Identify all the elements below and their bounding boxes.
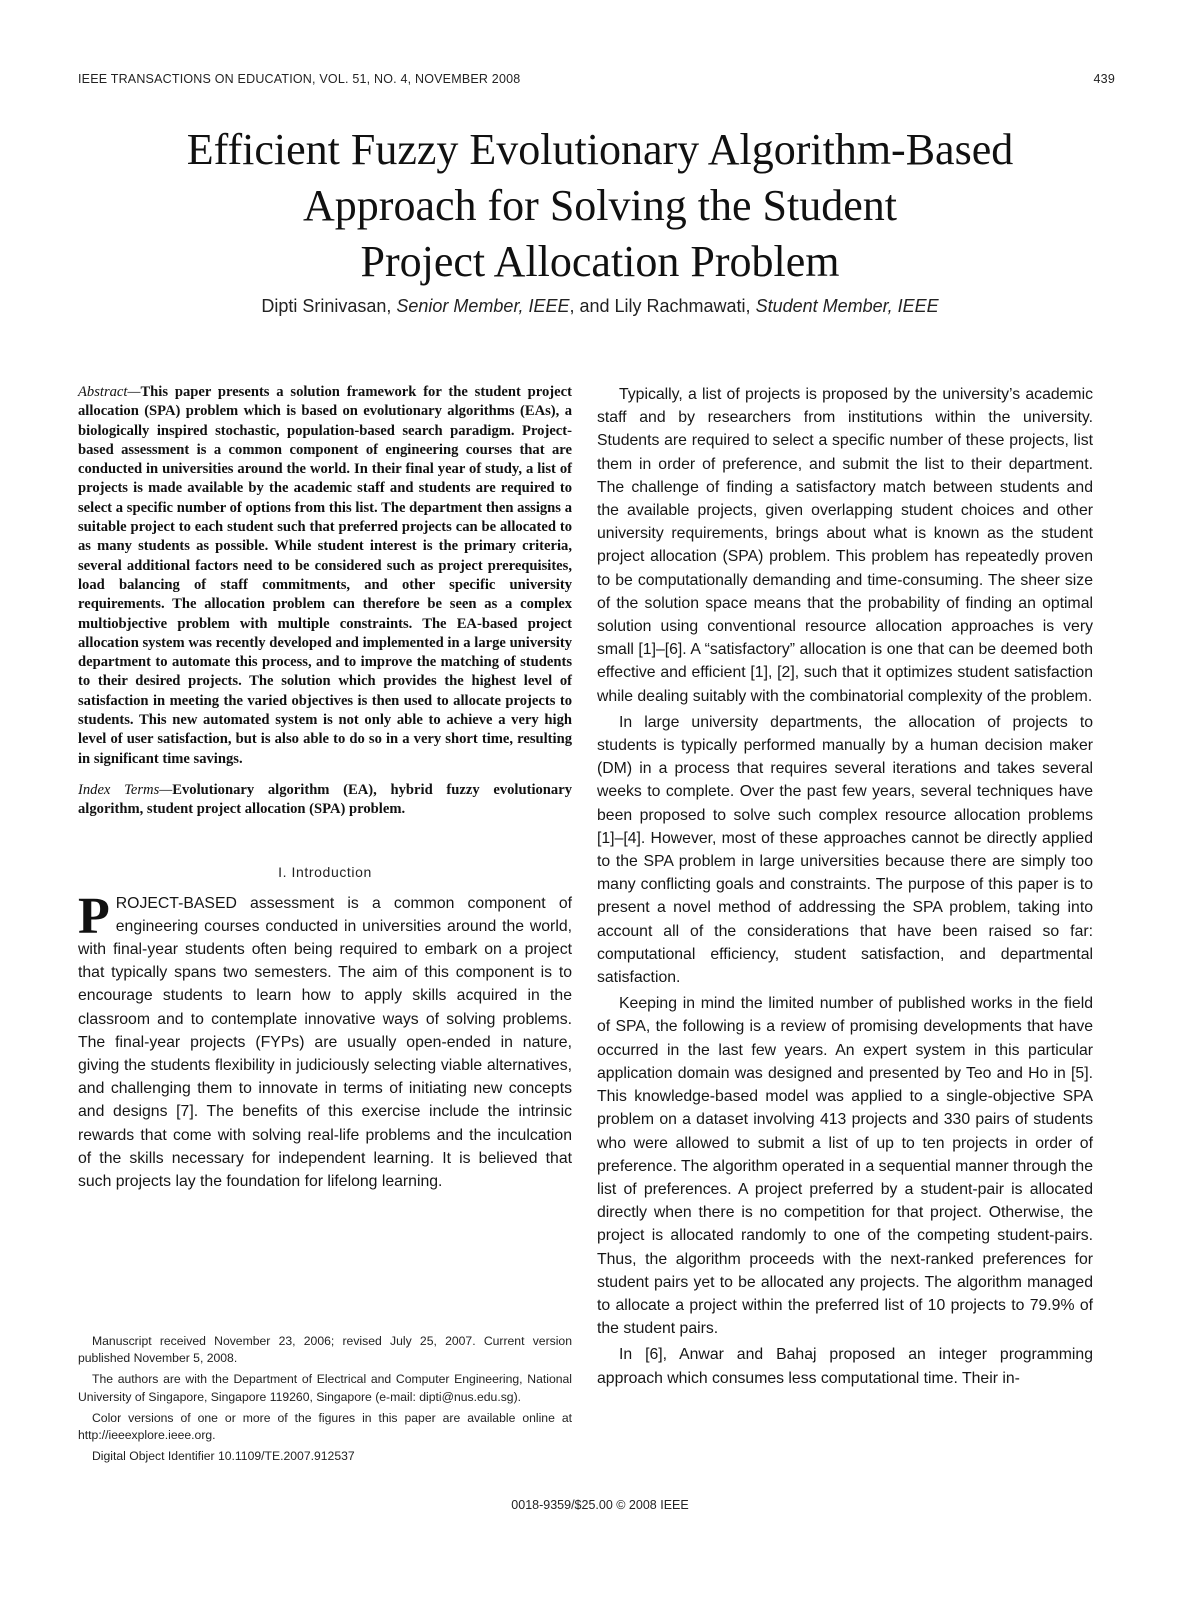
index-terms [78, 781, 572, 820]
left-column [78, 383, 572, 1193]
title-line: Project Allocation Problem [360, 237, 840, 286]
section-heading: I. Introduction [278, 863, 372, 880]
right-column [597, 383, 1093, 1390]
body-paragraph: Typically, a list of projects is proposed by the university’s academic staff and by researchers from institutions within the university. Students are required to select a specific number of these projects, list them in order of preference, and submit the list to their department. The challenge of finding a satisfactory match between students and the available projects, given overlapping student choices and other university requirements, brings about what is known as the student project allocation (SPA) problem. This problem has repeatedly proven to be computationally demanding and time-consuming. The sheer size of the solution space means that the probability of finding an optimal solution using conventional resource allocation approaches is very small [1]–[6]. A “satisfactory” allocation is one that can be deemed both effective and efficient [1], [2], such that it optimizes student satisfaction while dealing suitably with the combinatorial complexity of the problem. [597, 386, 1093, 705]
author-membership: Student Member, IEEE [755, 296, 939, 316]
footnotes [78, 1333, 572, 1469]
author-name: Dipti Srinivasan, [261, 296, 397, 316]
title-line: Approach for Solving the Student [303, 181, 897, 230]
index-terms-text: Evolutionary algorithm (EA), hybrid fuzzy evolutionary algorithm, student project allocation (SPA) problem. [78, 781, 572, 818]
copyright-footer: 0018-9359/$25.00 © 2008 IEEE [511, 1498, 689, 1512]
journal-header: IEEE TRANSACTIONS ON EDUCATION, VOL. 51, NO. 4, NOVEMBER 2008 [78, 72, 521, 86]
footnote: The authors are with the Department of Electrical and Computer Engineering, National University of Singapore, Singapore 119260, Singapore (e-mail: dipti@nus.edu.sg). [78, 1372, 572, 1404]
author-line [100, 296, 1100, 317]
body-paragraph: In large university departments, the allocation of projects to students is typically performed manually by a human decision maker (DM) in a process that requires several iterations and takes several weeks to complete. Over the past few years, several techniques have been proposed to solve such complex resource allocation problems [1]–[4]. However, most of these approaches cannot be directly applied to the SPA problem in large universities because there are simply too many conflicting goals and constraints. The purpose of this paper is to present a novel method of addressing the SPA problem, taking into account all of the considerations that have been raised so far: computational efficiency, student satisfaction, and departmental satisfaction. [597, 713, 1093, 987]
index-terms-label: Index Terms— [78, 781, 173, 798]
page-number: 439 [1093, 72, 1115, 86]
paper-title [100, 122, 1100, 290]
body-paragraph: Keeping in mind the limited number of published works in the field of SPA, the following is a review of promising developments that have occurred in the last few years. An expert system in this particular application domain was designed and presented by Teo and Ho in [5]. This knowledge-based model was applied to a single-objective SPA problem on a dataset involving 413 projects and 330 pairs of students who were allowed to submit a list of up to ten projects in order of preference. The algorithm operated in a sequential manner through the list of preferences. A project preferred by a student-pair is allocated directly when there is no competition for that project. Otherwise, the project is allocated randomly to one of the competing student-pairs. Thus, the algorithm proceeds with the next-ranked preferences for student pairs yet to be allocated any projects. The algorithm managed to allocate a project within the preferred list of 10 projects to 79.9% of the student pairs. [597, 995, 1093, 1338]
title-line: Efficient Fuzzy Evolutionary Algorithm-Based [186, 125, 1014, 174]
author-conjunction: , and [569, 296, 615, 316]
drop-cap: P [78, 887, 110, 945]
author-membership: Senior Member, IEEE [396, 296, 570, 316]
running-head [78, 72, 1115, 92]
body-paragraph: In [6], Anwar and Bahaj proposed an integer programming approach which consumes less computational time. Their in- [597, 1346, 1093, 1387]
abstract-label: Abstract— [78, 384, 141, 400]
abstract [78, 383, 572, 769]
intro-paragraph [78, 887, 572, 1194]
footnote: Manuscript received November 23, 2006; revised July 25, 2007. Current version published November 5, 2008. [78, 1334, 572, 1366]
intro-text: ROJECT-BASED assessment is a common component of engineering courses conducted in universities around the world, with final-year students often being required to embark on a project that typically spans two semesters. The aim of this component is to encourage students to learn how to apply skills acquired in the classroom and to contemplate innovative ways of solving problems. The final-year projects (FYPs) are usually open-ended in nature, giving the students flexibility in judiciously selecting viable alternatives, and challenging them to innovate in terms of initiating new concepts and designs [7]. The benefits of this exercise include the intrinsic rewards that come with solving real-life problems and the inculcation of the skills necessary for independent learning. It is believed that such projects lay the foundation for lifelong learning. [78, 894, 572, 1190]
footnote: Digital Object Identifier 10.1109/TE.2007.912537 [92, 1449, 355, 1464]
abstract-text: This paper presents a solution framework for the student project allocation (SPA) problem which is based on evolutionary algorithms (EAs), a biologically inspired stochastic, population-based search paradigm. Project-based assessment is a common component of engineering courses that are conducted in universities around the world. In their final year of study, a list of projects is made available by the academic staff and students are required to select a specific number of options from this list. The department then assigns a suitable project to each student such that preferred projects can be allocated to as many students as possible. While student interest is the primary criteria, several additional factors need to be considered such as project prerequisites, load balancing of staff commitments, and other specific university requirements. The allocation problem can therefore be seen as a complex multiobjective problem with multiple constraints. The EA-based project allocation system was recently developed and implemented in a large university department to automate this process, and to improve the matching of students to their desired projects. The solution which provides the highest level of satisfaction in meeting the varied objectives is then used to allocate projects to students. This new automated system is not only able to achieve a very high level of user satisfaction, but is also able to do so in a very short time, resulting in significant time savings. [78, 384, 572, 767]
footnote: Color versions of one or more of the figures in this paper are available online at http://ieeexplore.ieee.org. [78, 1410, 572, 1443]
author-name: Lily Rachmawati, [614, 296, 756, 316]
